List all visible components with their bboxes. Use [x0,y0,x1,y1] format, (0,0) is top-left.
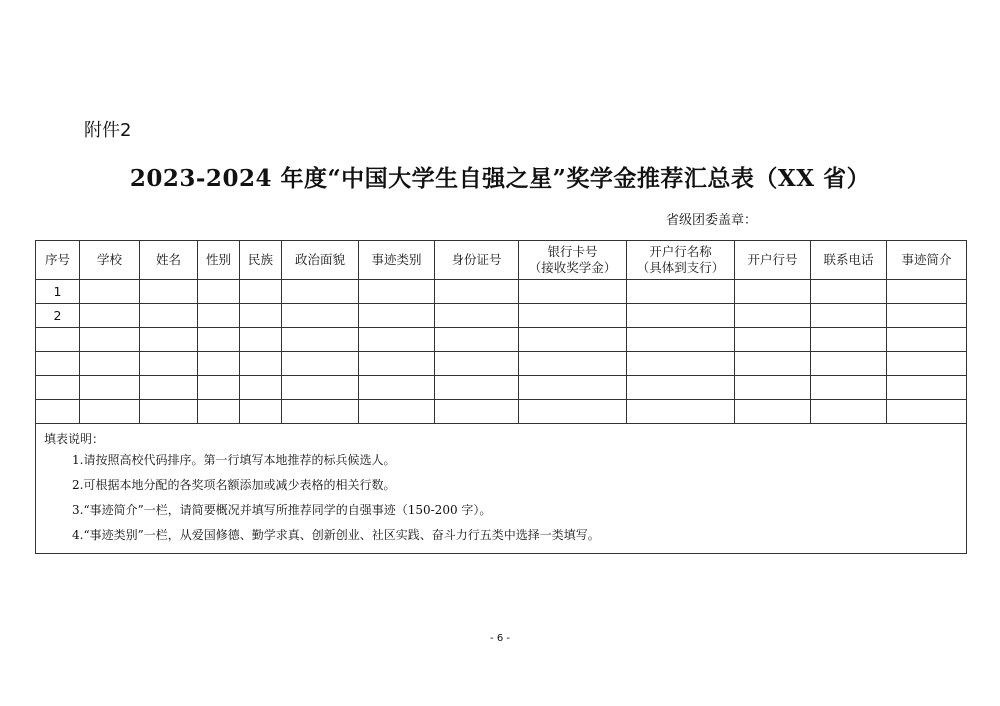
table-cell [240,400,282,424]
notes-row [36,424,967,554]
row-number-cell [36,328,80,352]
table-cell [811,352,887,376]
table-cell [140,352,198,376]
row-number-cell [36,400,80,424]
column-header [627,241,735,280]
table-cell [80,304,140,328]
column-header-label: 序号 [44,252,70,268]
table-cell [80,352,140,376]
summary-table [35,240,967,554]
column-header-label: 姓名 [155,252,181,268]
column-header-label: 开户行名称 [649,244,712,260]
table-header-row [36,241,967,280]
table-cell [282,328,359,352]
column-header [80,241,140,280]
table-cell [240,352,282,376]
table-cell [887,280,967,304]
notes-heading: 填表说明： [44,432,105,446]
table-row [36,376,967,400]
column-header [140,241,198,280]
table-cell [735,304,811,328]
table-cell [435,376,519,400]
table-cell [359,304,435,328]
table-row [36,352,967,376]
column-header-label: 开户行号 [747,252,798,268]
table-cell [198,400,240,424]
table-cell [359,376,435,400]
document-title: 2023-2024 年度“中国大学生自强之星”奖学金推荐汇总表（XX 省） [129,165,871,192]
table-row [36,328,967,352]
table-cell [627,304,735,328]
table-cell [519,304,627,328]
table-cell [887,304,967,328]
table-cell [627,400,735,424]
table-cell [519,328,627,352]
table-cell [811,400,887,424]
row-number-cell: 1 [36,280,80,304]
table-cell [198,352,240,376]
table-cell [811,280,887,304]
row-number-cell [36,376,80,400]
table-cell [140,280,198,304]
column-header [240,241,282,280]
column-header-label: 事迹类别 [371,252,422,268]
table-cell [282,352,359,376]
notes-cell [36,424,967,554]
column-header [359,241,435,280]
column-header [735,241,811,280]
table-cell [887,400,967,424]
column-header-label: 联系电话 [823,252,874,268]
note-item-3: 3.“事迹简介”一栏，请简要概况并填写所推荐同学的自强事迹（150-200 字）。 [72,503,492,517]
table-cell [240,376,282,400]
table-cell [80,280,140,304]
page-number: - 6 - [490,633,510,644]
column-header [811,241,887,280]
table-row [36,304,967,328]
table-cell [140,400,198,424]
table-cell [359,400,435,424]
column-header-label: 身份证号 [451,252,502,268]
column-header-sublabel: （接收奖学金） [528,260,617,275]
table-cell [435,328,519,352]
column-header-sublabel: （具体到支行） [636,260,725,275]
column-header [435,241,519,280]
column-header-label: 政治面貌 [294,252,345,268]
column-header [36,241,80,280]
column-header [887,241,967,280]
column-header [198,241,240,280]
table-cell [811,304,887,328]
note-item-1: 1.请按照高校代码排序。第一行填写本地推荐的标兵候选人。 [72,453,396,467]
table-cell [140,304,198,328]
stamp-label: 省级团委盖章： [666,213,758,228]
note-item-2: 2.可根据本地分配的各奖项名额添加或减少表格的相关行数。 [72,478,396,492]
table-cell [735,352,811,376]
column-header [282,241,359,280]
table-cell [80,400,140,424]
table-cell [359,328,435,352]
table-cell [519,376,627,400]
table-cell [519,280,627,304]
table-cell [140,328,198,352]
row-number-cell [36,352,80,376]
table-cell [735,400,811,424]
column-header-label: 学校 [96,252,122,268]
table-cell [435,352,519,376]
table-cell [198,280,240,304]
table-cell [240,304,282,328]
column-header-label: 事迹简介 [901,252,952,268]
table-cell [198,328,240,352]
table-cell [811,376,887,400]
table-cell [282,400,359,424]
note-item-4: 4.“事迹类别”一栏，从爱国修德、勤学求真、创新创业、社区实践、奋斗力行五类中选择一类填写。 [72,528,600,542]
table-body [36,280,967,424]
table-cell [240,280,282,304]
table-cell [198,304,240,328]
table-cell [627,376,735,400]
attachment-label: 附件2 [84,120,132,141]
column-header-label: 性别 [205,252,231,268]
table-cell [735,376,811,400]
table-cell [282,376,359,400]
table-cell [735,328,811,352]
table-cell [282,280,359,304]
table-row [36,280,967,304]
table-cell [140,376,198,400]
table-cell [435,400,519,424]
table-cell [627,328,735,352]
table-cell [735,280,811,304]
table-cell [359,280,435,304]
table-cell [359,352,435,376]
table-row [36,400,967,424]
table-cell [887,328,967,352]
column-header-label: 民族 [247,252,273,268]
table-cell [240,328,282,352]
table-cell [887,352,967,376]
table-cell [282,304,359,328]
table-cell [811,328,887,352]
column-header [519,241,627,280]
table-cell [627,280,735,304]
table-cell [519,352,627,376]
table-cell [80,376,140,400]
table-cell [80,328,140,352]
column-header-label: 银行卡号 [547,244,598,260]
row-number-cell: 2 [36,304,80,328]
table-cell [887,376,967,400]
table-cell [435,304,519,328]
table-cell [198,376,240,400]
table-cell [435,280,519,304]
table-cell [519,400,627,424]
table-cell [627,352,735,376]
